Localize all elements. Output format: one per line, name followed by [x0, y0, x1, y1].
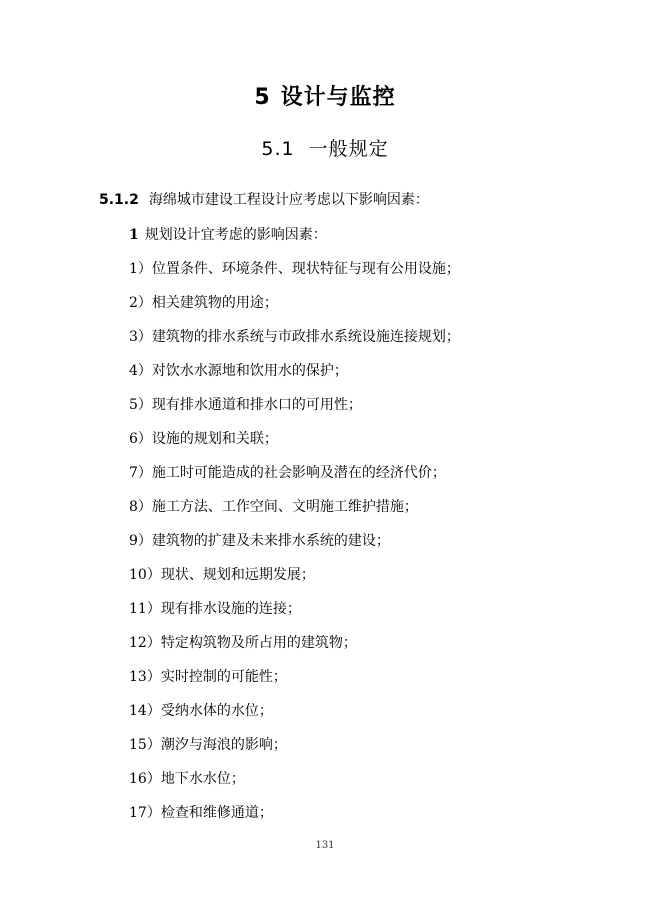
- chapter-heading: [0, 84, 650, 112]
- clause-paragraph: [99, 190, 429, 210]
- section-title-text: 一般规定: [308, 138, 389, 160]
- chapter-number: 5: [254, 85, 271, 110]
- sub-item-paragraph: [129, 225, 327, 245]
- list-item: 1）位置条件、环境条件、现状特征与现有公用设施；: [129, 261, 460, 277]
- list-item: 15）潮汐与海浪的影响；: [129, 737, 287, 753]
- list-item: 2）相关建筑物的用途；: [129, 295, 278, 311]
- section-number: 5.1: [261, 138, 295, 160]
- list-item: 8）施工方法、工作空间、文明施工维护措施；: [129, 499, 418, 515]
- list-item: 7）施工时可能造成的社会影响及潜在的经济代价；: [129, 465, 446, 481]
- list-item: 17）检查和维修通道；: [129, 805, 273, 821]
- sub-item-number: 1: [129, 227, 139, 243]
- list-item: 5）现有排水通道和排水口的可用性；: [129, 397, 362, 413]
- clause-number: 5.1.2: [99, 192, 139, 208]
- list-item: 10）现状、规划和远期发展；: [129, 567, 315, 583]
- list-item: 13）实时控制的可能性；: [129, 669, 287, 685]
- clause-text: 海绵城市建设工程设计应考虑以下影响因素：: [148, 192, 429, 208]
- list-item: 16）地下水水位；: [129, 771, 245, 787]
- list-item: 3）建筑物的排水系统与市政排水系统设施连接规划；: [129, 329, 460, 345]
- chapter-title-text: 设计与监控: [280, 85, 396, 110]
- sub-item-text: 规划设计宜考虑的影响因素：: [144, 227, 327, 243]
- list-item: 11）现有排水设施的连接；: [129, 601, 301, 617]
- section-heading: [0, 136, 650, 162]
- list-item: 9）建筑物的扩建及未来排水系统的建设；: [129, 533, 390, 549]
- list-item: 4）对饮水水源地和饮用水的保护；: [129, 363, 348, 379]
- page-number: 131: [315, 840, 335, 851]
- list-item: 12）特定构筑物及所占用的建筑物；: [129, 635, 357, 651]
- list-item: 6）设施的规划和关联；: [129, 431, 278, 447]
- factor-list: [129, 259, 460, 837]
- list-item: 14）受纳水体的水位；: [129, 703, 273, 719]
